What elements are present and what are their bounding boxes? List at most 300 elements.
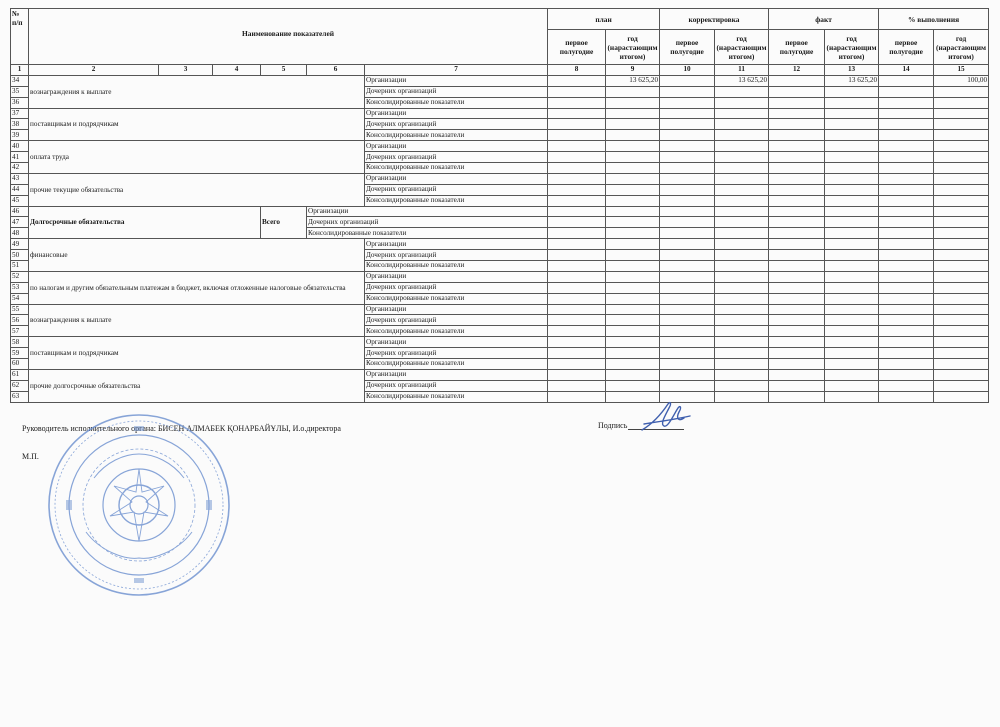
value-cell [934,315,989,326]
table-row [11,239,989,250]
value-cell [825,206,879,217]
value-cell [548,239,606,250]
row-number: 37 [11,108,29,119]
value-cell [715,206,769,217]
value-cell [660,173,715,184]
value-cell [934,282,989,293]
sub-first-header: первое полугодие [548,30,606,65]
value-cell [715,173,769,184]
value-cell [934,141,989,152]
value-cell [825,326,879,337]
value-cell [715,119,769,130]
value-cell [879,359,934,370]
value-cell [769,141,825,152]
col-number: 4 [213,65,261,76]
value-cell [548,359,606,370]
entity-type: Организации [365,239,548,250]
entity-type: Дочерних организаций [365,380,548,391]
entity-type: Консолидированные показатели [365,326,548,337]
table-row [11,206,989,217]
value-cell [606,304,660,315]
value-cell [825,173,879,184]
entity-type: Организации [365,108,548,119]
value-cell [934,228,989,239]
sub-year-header: год (нарастающим итогом) [934,30,989,65]
value-cell [934,293,989,304]
value-cell [660,86,715,97]
row-number: 36 [11,97,29,108]
value-cell [548,250,606,261]
indicator-label: оплата труда [29,141,365,174]
value-cell [825,195,879,206]
value-cell [825,271,879,282]
value-cell [606,152,660,163]
value-cell [715,359,769,370]
value-cell [548,130,606,141]
value-cell [660,380,715,391]
value-cell [879,228,934,239]
value-cell [660,304,715,315]
entity-type: Дочерних организаций [365,152,548,163]
signature-label: Подпись [598,421,628,430]
value-cell [769,130,825,141]
value-cell: 13 625,20 [606,75,660,86]
value-cell [769,228,825,239]
value-cell [934,326,989,337]
value-cell [934,391,989,402]
row-number: 40 [11,141,29,152]
row-number: 59 [11,348,29,359]
table-row [11,141,989,152]
value-cell [769,239,825,250]
value-cell [879,206,934,217]
value-cell [715,97,769,108]
value-cell [606,282,660,293]
value-cell [825,108,879,119]
value-cell [548,380,606,391]
row-number: 57 [11,326,29,337]
value-cell [879,217,934,228]
value-cell [769,108,825,119]
value-cell [715,195,769,206]
value-cell [606,239,660,250]
value-cell [660,250,715,261]
value-cell [606,359,660,370]
entity-type: Организации [365,337,548,348]
value-cell [879,97,934,108]
indicator-label: вознаграждения к выплате [29,304,365,337]
value-cell [548,261,606,272]
entity-type: Организации [307,206,548,217]
name-header: Наименование показателей [29,9,548,65]
value-cell [548,195,606,206]
indicator-label: по налогам и другим обязательным платежам в бюджет, включая отложенные налоговые обязательства [29,271,365,304]
row-number: 41 [11,152,29,163]
sub-first-header: первое полугодие [879,30,934,65]
value-cell [548,348,606,359]
col-number: 15 [934,65,989,76]
value-cell [825,250,879,261]
group-fact-header: факт [769,9,879,30]
value-cell [606,228,660,239]
value-cell [548,86,606,97]
value-cell [715,380,769,391]
value-cell [825,86,879,97]
value-cell [825,141,879,152]
value-cell [825,380,879,391]
value-cell [548,184,606,195]
value-cell [879,261,934,272]
indicator-label: финансовые [29,239,365,272]
value-cell [769,86,825,97]
value-cell [548,228,606,239]
value-cell [934,337,989,348]
value-cell [606,108,660,119]
entity-type: Консолидированные показатели [365,293,548,304]
value-cell [548,315,606,326]
director-line: Руководитель исполнительного органа: БИСЕН АЛМАБЕК ҚОНАРБАЙҰЛЫ, И.о.директора [22,424,341,433]
value-cell [769,293,825,304]
value-cell [934,239,989,250]
value-cell [606,141,660,152]
value-cell [660,184,715,195]
value-cell [548,163,606,174]
value-cell [660,195,715,206]
value-cell [879,108,934,119]
value-cell [769,391,825,402]
value-cell [715,130,769,141]
indicator-label: прочие долгосрочные обязательства [29,369,365,402]
value-cell [606,261,660,272]
value-cell [715,250,769,261]
value-cell [879,348,934,359]
value-cell [769,359,825,370]
value-cell [548,337,606,348]
value-cell [715,293,769,304]
value-cell [606,337,660,348]
value-cell [606,97,660,108]
value-cell [879,239,934,250]
value-cell [660,75,715,86]
indicator-label: вознаграждения к выплате [29,75,365,108]
sub-year-header: год (нарастающим итогом) [825,30,879,65]
value-cell [825,152,879,163]
entity-type: Организации [365,141,548,152]
value-cell [825,239,879,250]
value-cell [769,337,825,348]
value-cell [660,228,715,239]
sub-year-header: год (нарастающим итогом) [606,30,660,65]
value-cell [548,119,606,130]
value-cell [825,304,879,315]
value-cell [606,348,660,359]
group-percent-header: % выполнения [879,9,989,30]
value-cell [825,293,879,304]
value-cell [606,86,660,97]
value-cell [606,130,660,141]
value-cell [715,141,769,152]
value-cell [548,206,606,217]
value-cell [769,315,825,326]
value-cell [606,271,660,282]
value-cell [769,163,825,174]
entity-type: Организации [365,173,548,184]
indicator-label: поставщикам и подрядчикам [29,108,365,141]
value-cell [934,173,989,184]
value-cell [825,184,879,195]
value-cell [934,271,989,282]
value-cell [769,271,825,282]
row-number: 39 [11,130,29,141]
value-cell [548,293,606,304]
value-cell [606,184,660,195]
entity-type: Дочерних организаций [365,184,548,195]
value-cell [606,369,660,380]
value-cell [715,315,769,326]
value-cell [715,337,769,348]
value-cell [715,348,769,359]
stamp-place-label: М.П. [22,452,39,461]
value-cell [660,119,715,130]
indicator-label: поставщикам и подрядчикам [29,337,365,370]
value-cell [769,195,825,206]
value-cell [715,369,769,380]
value-cell [660,141,715,152]
value-cell [715,86,769,97]
value-cell [879,195,934,206]
value-cell [825,391,879,402]
value-cell [769,250,825,261]
value-cell [879,337,934,348]
value-cell [934,304,989,315]
row-number: 53 [11,282,29,293]
value-cell [548,271,606,282]
value-cell [825,337,879,348]
value-cell [879,75,934,86]
row-number: 51 [11,261,29,272]
table-row [11,369,989,380]
value-cell [548,369,606,380]
value-cell [660,217,715,228]
value-cell [769,380,825,391]
value-cell [660,108,715,119]
value-cell [660,369,715,380]
value-cell [934,359,989,370]
value-cell [825,369,879,380]
value-cell [879,369,934,380]
table-row [11,75,989,86]
entity-type: Дочерних организаций [365,282,548,293]
col-number: 9 [606,65,660,76]
value-cell [769,369,825,380]
value-cell [879,152,934,163]
value-cell [660,152,715,163]
value-cell [769,304,825,315]
row-number: 62 [11,380,29,391]
value-cell [715,108,769,119]
value-cell [879,119,934,130]
value-cell [934,217,989,228]
handwritten-signature [638,398,698,438]
value-cell [934,206,989,217]
table-row [11,108,989,119]
value-cell [548,173,606,184]
value-cell [825,163,879,174]
row-number: 35 [11,86,29,97]
row-number: 42 [11,163,29,174]
value-cell [548,141,606,152]
value-cell [769,348,825,359]
num-header: № п/п [11,9,29,65]
value-cell [769,152,825,163]
value-cell [934,380,989,391]
value-cell [715,326,769,337]
value-cell [548,108,606,119]
entity-type: Организации [365,304,548,315]
group-plan-header: план [548,9,660,30]
row-number: 47 [11,217,29,228]
value-cell [879,163,934,174]
row-number: 34 [11,75,29,86]
value-cell [934,195,989,206]
value-cell [825,97,879,108]
entity-type: Консолидированные показатели [365,195,548,206]
value-cell [769,75,825,86]
value-cell [715,152,769,163]
col-number: 12 [769,65,825,76]
row-number: 61 [11,369,29,380]
value-cell [548,326,606,337]
col-number: 3 [159,65,213,76]
value-cell [879,130,934,141]
entity-type: Консолидированные показатели [365,130,548,141]
row-number: 44 [11,184,29,195]
value-cell [660,239,715,250]
col-number: 6 [307,65,365,76]
entity-type: Дочерних организаций [365,315,548,326]
entity-type: Консолидированные показатели [365,261,548,272]
table-row [11,271,989,282]
col-number: 13 [825,65,879,76]
value-cell: 100,00 [934,75,989,86]
value-cell [660,348,715,359]
value-cell [769,206,825,217]
value-cell [606,315,660,326]
value-cell [715,163,769,174]
entity-type: Организации [365,369,548,380]
value-cell [934,152,989,163]
value-cell [769,282,825,293]
value-cell [715,184,769,195]
value-cell [934,108,989,119]
table-row [11,337,989,348]
value-cell [606,250,660,261]
entity-type: Консолидированные показатели [365,97,548,108]
value-cell [548,217,606,228]
value-cell [879,173,934,184]
value-cell [825,315,879,326]
row-number: 46 [11,206,29,217]
col-number: 1 [11,65,29,76]
value-cell [769,173,825,184]
value-cell [715,228,769,239]
value-cell [879,184,934,195]
value-cell [606,326,660,337]
row-number: 63 [11,391,29,402]
value-cell [660,130,715,141]
row-number: 55 [11,304,29,315]
value-cell [769,326,825,337]
row-number: 45 [11,195,29,206]
value-cell [879,293,934,304]
entity-type: Консолидированные показатели [365,359,548,370]
row-number: 43 [11,173,29,184]
sub-year-header: год (нарастающим итогом) [715,30,769,65]
sub-first-header: первое полугодие [769,30,825,65]
value-cell [825,261,879,272]
value-cell [769,97,825,108]
value-cell [769,119,825,130]
value-cell [769,184,825,195]
sub-first-header: первое полугодие [660,30,715,65]
value-cell [879,282,934,293]
entity-type: Дочерних организаций [365,86,548,97]
value-cell [715,282,769,293]
value-cell [715,217,769,228]
col-number: 11 [715,65,769,76]
value-cell [715,271,769,282]
entity-type: Дочерних организаций [307,217,548,228]
value-cell [660,97,715,108]
row-number: 56 [11,315,29,326]
value-cell [548,304,606,315]
value-cell [934,130,989,141]
value-cell [879,141,934,152]
value-cell [934,163,989,174]
value-cell [606,163,660,174]
report-table [10,8,989,403]
value-cell [606,293,660,304]
official-seal-stamp [46,412,232,598]
entity-type: Консолидированные показатели [365,163,548,174]
value-cell [879,326,934,337]
entity-type: Организации [365,271,548,282]
value-cell: 13 625,20 [825,75,879,86]
value-cell [879,315,934,326]
value-cell [879,304,934,315]
value-cell [606,380,660,391]
value-cell [825,217,879,228]
col-number: 7 [365,65,548,76]
value-cell [825,359,879,370]
value-cell [769,217,825,228]
value-cell [548,97,606,108]
value-cell [825,130,879,141]
value-cell [715,391,769,402]
value-cell [825,119,879,130]
value-cell [548,282,606,293]
value-cell [606,119,660,130]
col-number: 5 [261,65,307,76]
value-cell [660,206,715,217]
value-cell [660,163,715,174]
value-cell [660,271,715,282]
value-cell [825,282,879,293]
value-cell [606,206,660,217]
value-cell [606,217,660,228]
value-cell [934,119,989,130]
report-sheet [10,8,988,403]
